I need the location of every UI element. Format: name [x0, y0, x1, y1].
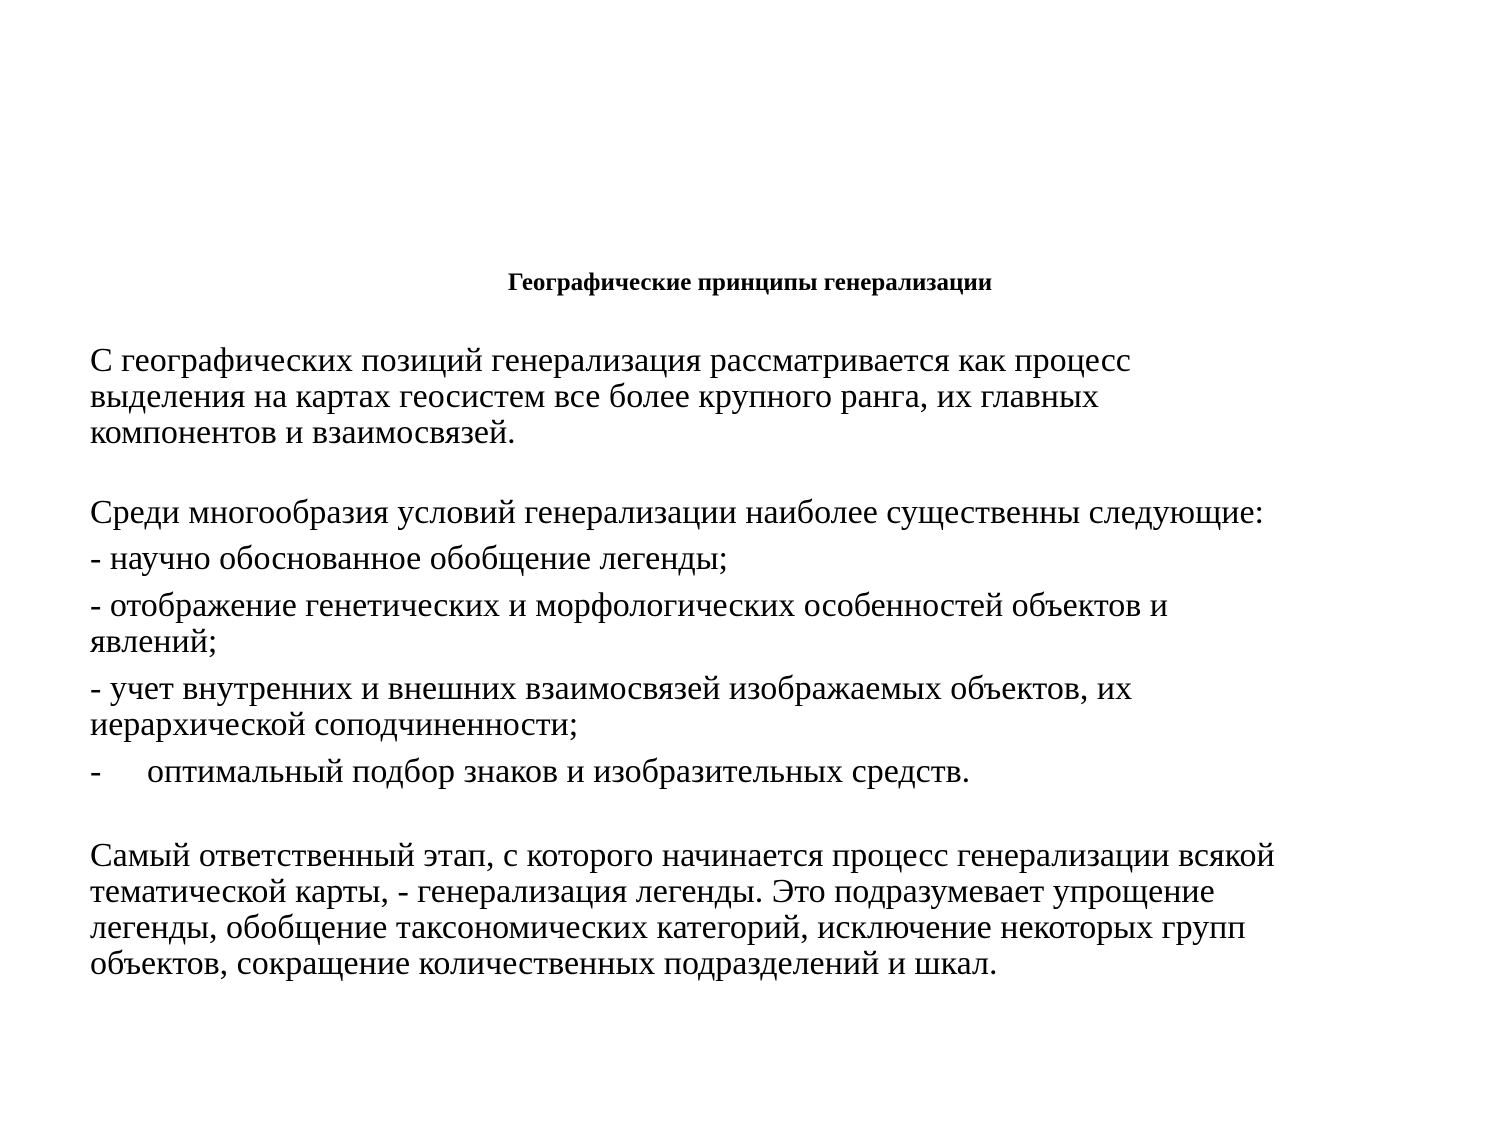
list-item-dash: -	[90, 753, 102, 790]
list-item-line: - научно обоснованное обобщение легенды;	[90, 540, 728, 577]
list-item	[90, 671, 1430, 743]
list-item-line: - учет внутренних и внешних взаимосвязей изображаемых объектов, их	[90, 670, 1133, 707]
list-item	[90, 541, 1430, 577]
slide-title: Географические принципы генерализации	[507, 269, 993, 296]
list-item	[90, 754, 1430, 790]
final-line: Самый ответственный этап, с которого начинается процесс генерализации всякой	[90, 837, 1275, 874]
list-item-line: - отображение генетических и морфологических особенностей объектов и	[90, 587, 1169, 624]
slide-body	[90, 343, 1430, 982]
final-line: легенды, обобщение таксономических категорий, исключение некоторых групп	[90, 909, 1246, 946]
final-line: объектов, сокращение количественных подразделений и шкал.	[90, 945, 998, 982]
list-item-line: оптимальный подбор знаков и изобразительных средств.	[147, 753, 971, 790]
list-item-line: иерархической соподчиненности;	[90, 706, 579, 743]
list-item-line: явлений;	[90, 623, 218, 660]
final-paragraph	[90, 838, 1430, 982]
final-line: тематической карты, - генерализация легенды. Это подразумевает упрощение	[90, 873, 1215, 910]
list-lead: Среди многообразия условий генерализации наиболее существенны следующие:	[90, 494, 1264, 531]
intro-line: компонентов и взаимосвязей.	[90, 414, 516, 451]
intro-line: С географических позиций генерализация рассматривается как процесс	[90, 342, 1131, 379]
intro-paragraph	[90, 343, 1430, 451]
intro-line: выделения на картах геосистем все более крупного ранга, их главных	[90, 378, 1099, 415]
list-item	[90, 588, 1430, 660]
